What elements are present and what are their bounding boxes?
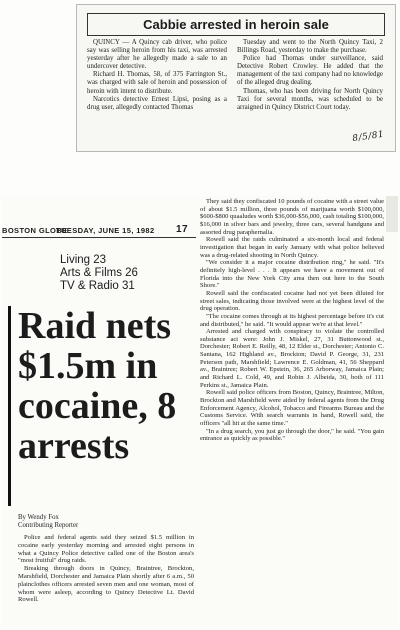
top-clipping xyxy=(76,4,396,152)
paragraph: Rowell said the confiscated cocaine had not yet been diluted for street sales, indicating those involved were at the highest level of the drug operation. xyxy=(200,289,384,313)
date-line: TUESDAY, JUNE 15, 1982 xyxy=(56,226,155,235)
paragraph: "We consider it a major cocaine distribution ring," he said. "It's definitely high-level . . . It appears we have a movement out of Florida into the New York City area then out here to the South Shore." xyxy=(200,259,384,290)
main-headline: Raid nets $1.5m in cocaine, 8 arrests xyxy=(18,305,177,467)
main-clipping xyxy=(2,196,398,626)
main-right-col xyxy=(200,198,384,443)
top-col-2 xyxy=(237,39,383,112)
clip-edge xyxy=(386,196,398,232)
paragraph: Police and federal agents said they seized $1.5 million in cocaine early yesterday morning and arrested eight persons in what a Quincy Police detective called one of the Boston area's "most fruitful" drug raids. xyxy=(18,534,194,565)
paragraph: Police had Thomas under surveillance, said Detective Robert Crowley. He added that the management of the taxi company had no knowledge of the alleged drug dealing. xyxy=(237,55,383,87)
handwritten-date: 8/5/81 xyxy=(351,129,385,145)
byline xyxy=(18,514,78,530)
masthead xyxy=(2,224,196,238)
paragraph: Arrested and charged with conspiracy to violate the controlled substance act were: John J. Miskel, 27, 31 Buttonwood st., Dorchester; Robert E. Reilly, 48, 12 Elder st., Dorchester; Antonio C. Santana, 162 Highland av., Brockton; David P. George, 31, 231 Peterson path, Marshfield; Lawrence E. Goldman, 41, 56 Sheppard av., Braintree; Robert W. Epstein, 36, 265 Arborway, Jamaica Plain; and Richard L. Cold, 49, and Robin J. Albeida, 30, both of 111 Perkins st., Jamaica Plain. xyxy=(200,328,384,389)
index-item: TV & Radio 31 xyxy=(60,280,135,292)
headline-rule xyxy=(8,306,11,506)
paragraph: Tuesday and went to the North Quincy Taxi, 2 Billings Road, yesterday to make the purchase. xyxy=(237,39,383,55)
paragraph: QUINCY — A Quincy cab driver, who police say was selling heroin from his taxi, was arrested yesterday after he allegedly made a sale to an undercover detective. xyxy=(87,39,227,71)
index-item: Arts & Films 26 xyxy=(60,267,138,279)
byline-role: Contributing Reporter xyxy=(18,522,79,529)
page-number: 17 xyxy=(176,224,188,235)
paragraph: They said they confiscated 10 pounds of cocaine with a street value of about $1.5 million, three pounds of marijuana worth $100,000, $600-$800 quaaludes worth $36,000-$56,000, cash totaling $100,000, $16,000 in silver bars and jewelry, three cars, several handguns and assorted drug paraphernalia. xyxy=(200,198,384,236)
publication-name: BOSTON GLOBE xyxy=(2,226,68,235)
byline-name: By Wendy Fox xyxy=(18,514,59,521)
paragraph: "In a drug search, you just go through the door," he said. "You gain entrance as quickly as possible." xyxy=(200,427,384,443)
paragraph: Rowell said the raids culminated a six-month local and federal investigation that began in early January with what police believed was a drug-related shooting in North Quincy. xyxy=(200,236,384,259)
top-headline: Cabbie arrested in heroin sale xyxy=(87,13,385,36)
paragraph: Richard H. Thomas, 58, of 375 Farrington St., was charged with sale of heroin and possession of heroin with intent to distribute. xyxy=(87,71,227,95)
paragraph: Thomas, who has been driving for North Quincy Taxi for several months, was scheduled to be arraigned in Quincy District Court today. xyxy=(237,87,383,111)
index-item: Living 23 xyxy=(60,254,107,266)
top-col-1 xyxy=(87,39,227,112)
paragraph: Rowell said police officers from Boston, Quincy, Braintree, Milton, Brockton and Marshfield were aided by federal agents from the Drug Enforcement Agency, Alcohol, Tobacco and Firearms Bureau and the Customs Service. With search warrants in hand, Rowell said, the officers "all hit at the same time." xyxy=(200,389,384,428)
paragraph: Breaking through doors in Quincy, Braintree, Brockton, Marshfield, Dorchester and Jamaica Plain shortly after 6 a.m., 50 plainclothes officers arrested seven men and one woman, most of whom were asleep, according to Quincy Detective Lt. David Rowell. xyxy=(18,565,194,604)
section-index xyxy=(60,254,190,293)
paragraph: "The cocaine comes through at its highest percentage before it's cut and distributed," he said. "It would appear we're at that level." xyxy=(200,312,384,328)
main-left-col xyxy=(18,534,194,604)
paragraph: Narcotics detective Ernest Lipsi, posing as a drug user, allegedly contacted Thomas xyxy=(87,95,227,111)
